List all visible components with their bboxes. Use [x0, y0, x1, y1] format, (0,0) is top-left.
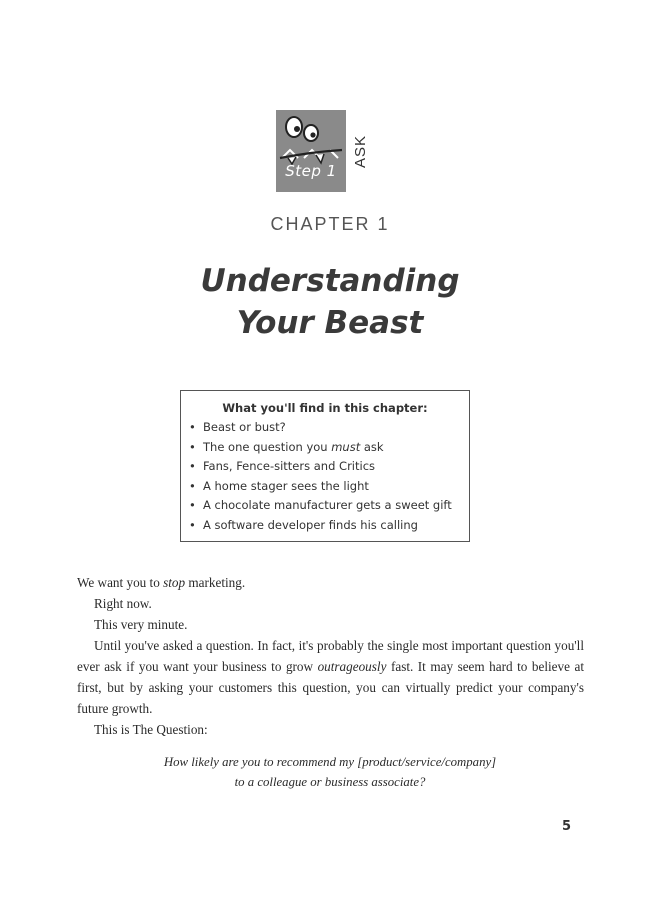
chapter-summary-box — [180, 390, 470, 542]
paragraph-emphasis: stop — [163, 575, 186, 590]
page-number: 5 — [562, 819, 572, 834]
quote-line-2: to a colleague or business associate? — [234, 775, 426, 789]
summary-item — [189, 496, 469, 516]
summary-heading: What you'll find in this chapter: — [222, 401, 428, 415]
ask-label — [348, 128, 372, 174]
summary-item-text-end: ask — [360, 439, 384, 454]
paragraph-text-end: fast. It may seem hard to believe at first, but by asking your customers this question, you can virtually predict your company's future growth. — [77, 659, 584, 716]
summary-item — [189, 477, 469, 497]
paragraph: This is The Question: — [94, 722, 208, 737]
summary-item-text: A software developer finds his calling — [203, 517, 418, 532]
bullet-icon: • — [189, 478, 196, 493]
summary-item-text: A chocolate manufacturer gets a sweet gift — [203, 498, 452, 512]
summary-item — [189, 438, 469, 458]
step-badge — [276, 110, 346, 192]
paragraph-emphasis: outrageously — [317, 659, 387, 674]
bullet-icon: • — [189, 459, 196, 473]
step-label: Step 1 — [285, 162, 337, 180]
paragraph: This very minute. — [94, 617, 188, 632]
paragraph: Right now. — [94, 596, 152, 611]
ask-text: ASK — [351, 134, 369, 168]
bullet-icon: • — [189, 517, 196, 532]
summary-list — [181, 418, 469, 535]
bullet-icon: • — [189, 439, 196, 454]
chapter-title-line-1: Understanding — [200, 263, 460, 299]
paragraph-text-end: marketing. — [185, 575, 246, 590]
bullet-icon: • — [189, 498, 196, 512]
the-question-quote — [0, 752, 660, 792]
chapter-title-line-2: Your Beast — [236, 305, 424, 341]
body-text — [77, 572, 584, 740]
paragraph-text: Until you've asked a question. In fact, it's probably the single most important question you'll ever ask if you want your business to grow — [77, 638, 584, 674]
bullet-icon: • — [189, 420, 196, 434]
summary-item — [189, 418, 469, 438]
paragraph — [77, 572, 584, 593]
paragraph-text: We want you to — [77, 575, 164, 590]
paragraph — [77, 635, 584, 719]
summary-item-text: The one question you — [203, 439, 332, 454]
summary-item-text: A home stager sees the light — [203, 478, 369, 493]
summary-item — [189, 457, 469, 477]
quote-line-1: How likely are you to recommend my [product/service/company] — [163, 755, 497, 769]
summary-item-text: Beast or bust? — [203, 420, 286, 434]
chapter-label: CHAPTER 1 — [270, 214, 390, 234]
summary-item-text: Fans, Fence-sitters and Critics — [203, 459, 376, 473]
summary-item-emphasis: must — [331, 439, 361, 454]
chapter-title — [0, 260, 660, 344]
summary-item — [189, 516, 469, 536]
